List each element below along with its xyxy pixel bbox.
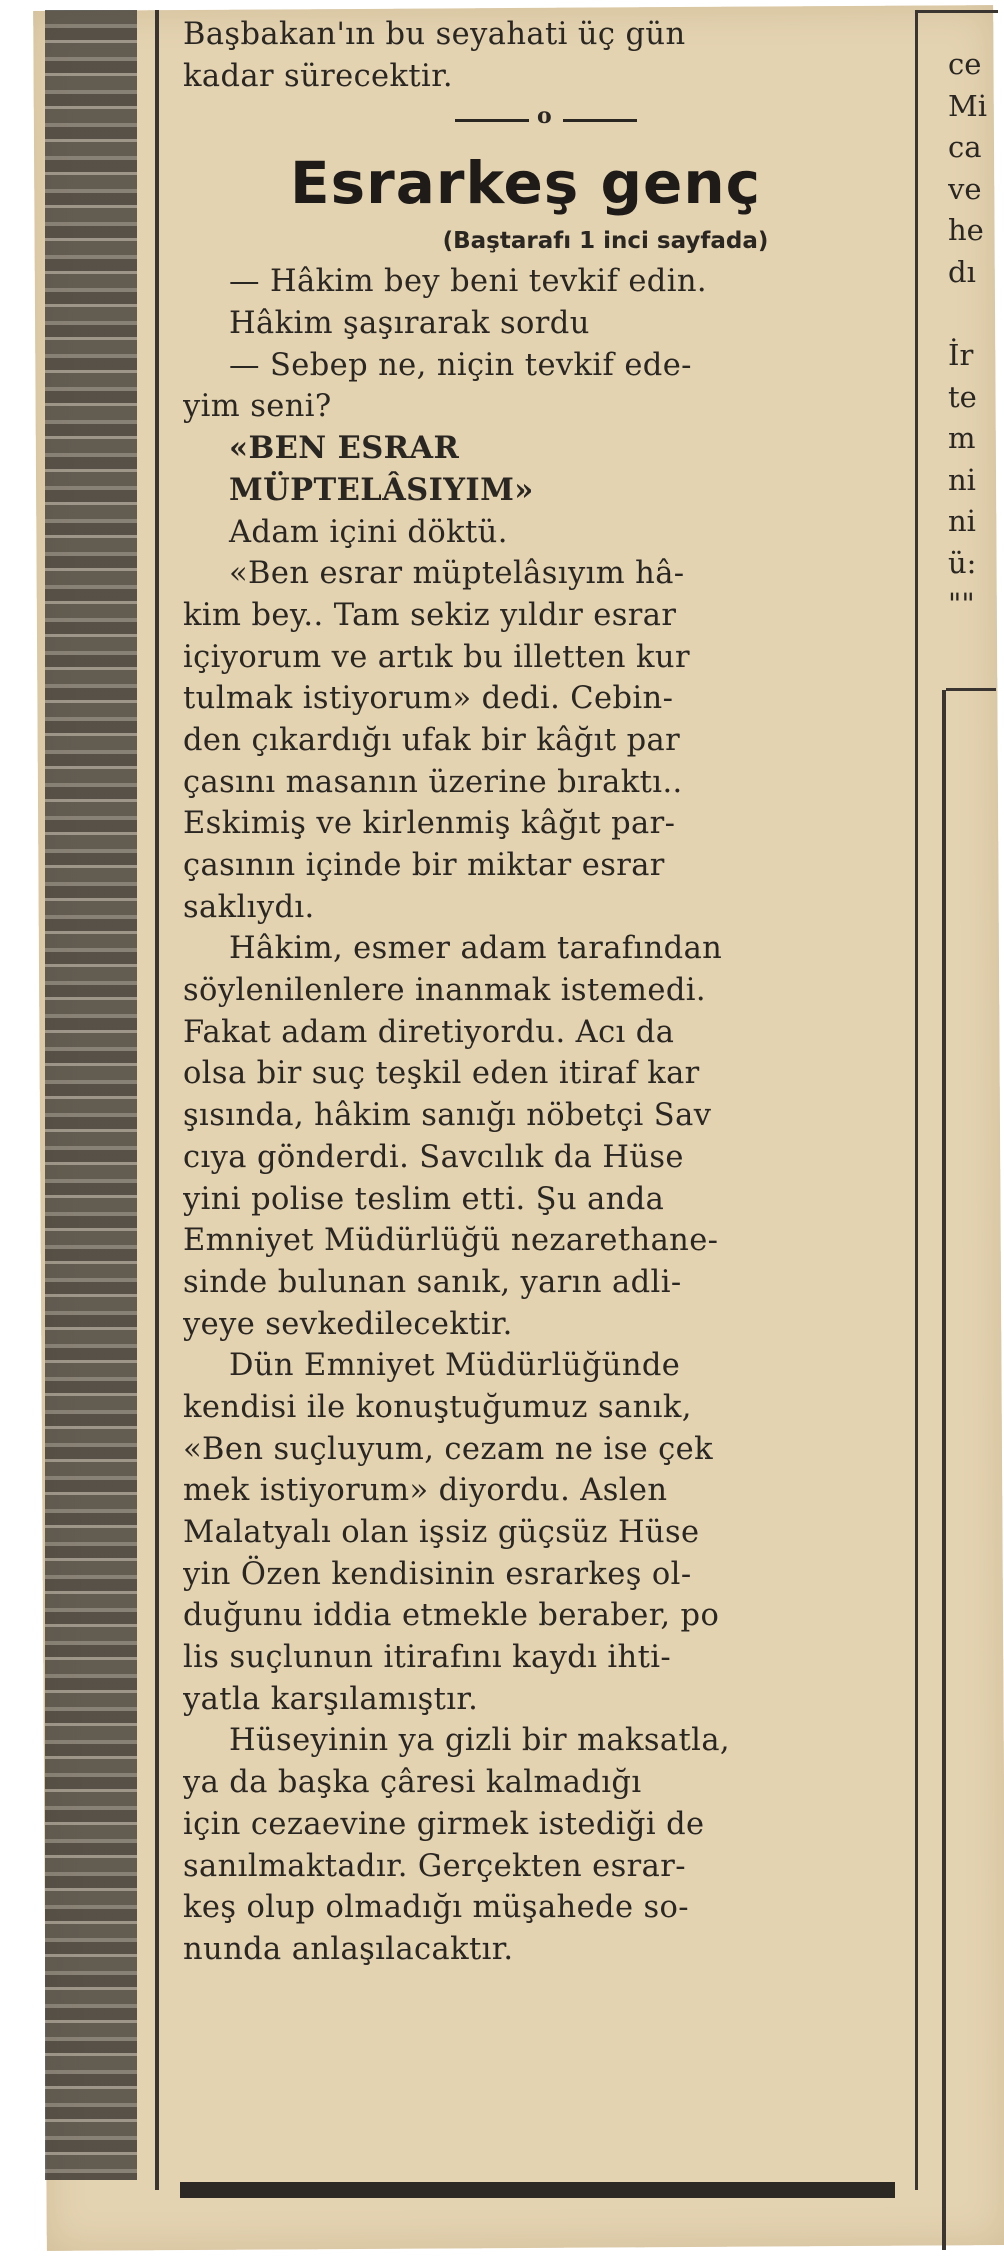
body-line: için cezaevine girmek istediği de: [183, 1806, 705, 1842]
subheading-line: MÜPTELÂSIYIM»: [229, 471, 534, 508]
article-column: [183, 14, 908, 1971]
body-line: — Sebep ne, niçin tevkif ede-: [229, 347, 692, 383]
adjacent-column-line: he: [948, 213, 984, 247]
left-column-rule: [155, 10, 159, 2190]
separator-dash: [563, 119, 637, 122]
body-line: Hâkim, esmer adam tarafından: [229, 931, 723, 967]
body-line: yatla karşılamıştır.: [183, 1681, 479, 1717]
right-top-rule: [918, 10, 998, 13]
body-line: sinde bulunan sanık, yarın adli-: [183, 1264, 682, 1300]
adjacent-column-line: ü:: [948, 545, 977, 580]
body-line: den çıkardığı ufak bir kâğıt par: [183, 722, 681, 758]
body-line: saklıydı.: [183, 889, 315, 925]
body-line: nunda anlaşılacaktır.: [183, 1931, 514, 1967]
separator-dash: [455, 119, 529, 122]
adjacent-column-line: İr: [948, 338, 974, 372]
body-line: Hâkim şaşırarak sordu: [229, 306, 590, 342]
body-line: Malatyalı olan işsiz güçsüz Hüse: [183, 1515, 700, 1550]
body-line: Dün Emniyet Müdürlüğünde: [229, 1348, 681, 1384]
bottom-rule: [180, 2182, 895, 2198]
body-line: Emniyet Müdürlüğü nezarethane-: [183, 1223, 719, 1259]
adjacent-column-line: ca: [948, 130, 982, 164]
adjacent-column-line: ni: [948, 462, 976, 497]
lead-line: kadar sürecektir.: [183, 58, 453, 94]
body-line: Eskimiş ve kirlenmiş kâğıt par-: [183, 806, 676, 842]
adjacent-column-line: ni: [948, 504, 976, 538]
section-separator: [183, 97, 908, 145]
body-line: mek istiyorum» diyordu. Aslen: [183, 1473, 668, 1509]
subheading-line: «BEN ESRAR: [229, 430, 460, 467]
adjacent-column-line: dı: [948, 254, 976, 289]
body-line: çasını masanın üzerine bıraktı..: [183, 764, 683, 800]
body-line: keş olup olmadığı müşahede so-: [183, 1890, 690, 1926]
adjacent-column-line: te: [948, 379, 977, 414]
body-line: Hüseyinin ya gizli bir maksatla,: [229, 1723, 730, 1759]
body-line: ya da başka çâresi kalmadığı: [183, 1765, 642, 1801]
body-line: tulmak istiyorum» dedi. Cebin-: [183, 681, 674, 717]
body-line: yim seni?: [183, 389, 332, 425]
body-line: şısında, hâkim sanığı nöbetçi Sav: [183, 1098, 712, 1134]
separator-mark: o: [537, 103, 552, 130]
body-line: cıya gönderdi. Savcılık da Hüse: [183, 1139, 684, 1175]
adjacent-column-line: ve: [948, 171, 982, 206]
body-line: içiyorum ve artık bu illetten kur: [183, 639, 690, 675]
adjacent-column-rule: [942, 690, 946, 2250]
body-line: sanılmaktadır. Gerçekten esrar-: [183, 1848, 686, 1884]
adjacent-column-fragment: [948, 44, 1004, 626]
adjacent-column-line: ce: [948, 47, 982, 81]
article-body: [183, 261, 908, 1970]
body-line: «Ben esrar müptelâsıyım hâ-: [229, 556, 685, 592]
body-line: söylenilenlere inanmak istemedi.: [183, 973, 706, 1009]
right-column-rule: [915, 10, 918, 2190]
body-line: yeye sevkedilecektir.: [183, 1306, 513, 1342]
torn-left-edge: [45, 10, 137, 2180]
body-line: duğunu iddia etmekle beraber, po: [183, 1598, 720, 1634]
body-line: Fakat adam diretiyordu. Acı da: [183, 1014, 675, 1050]
body-line: — Hâkim bey beni tevkif edin.: [229, 264, 708, 300]
body-line: yin Özen kendisinin esrarkeş ol-: [183, 1556, 692, 1592]
body-line: yini polise teslim etti. Şu anda: [183, 1181, 665, 1217]
adjacent-column-top: [948, 44, 1004, 293]
body-line: kendisi ile konuştuğumuz sanık,: [183, 1389, 692, 1425]
body-line: «Ben suçluyum, cezam ne ise çek: [183, 1431, 713, 1467]
body-line: çasının içinde bir miktar esrar: [183, 848, 665, 883]
adjacent-column-line: "": [948, 587, 975, 621]
adjacent-column-line: Mi: [948, 88, 987, 123]
adjacent-column-line: m: [948, 421, 976, 455]
continued-from-note: (Baştarafı 1 inci sayfada): [442, 228, 769, 255]
adjacent-column-bottom: [948, 335, 1004, 626]
body-line: kim bey.. Tam sekiz yıldır esrar: [183, 597, 677, 633]
article-headline: Esrarkeş genç: [289, 149, 762, 218]
adjacent-column-short-rule: [946, 688, 996, 691]
body-line: olsa bir suç teşkil eden itiraf kar: [183, 1056, 700, 1092]
lead-line: Başbakan'ın bu seyahati üç gün: [183, 17, 686, 52]
body-line: lis suçlunun itirafını kaydı ihti-: [183, 1640, 672, 1676]
body-line: Adam içini döktü.: [229, 514, 508, 550]
